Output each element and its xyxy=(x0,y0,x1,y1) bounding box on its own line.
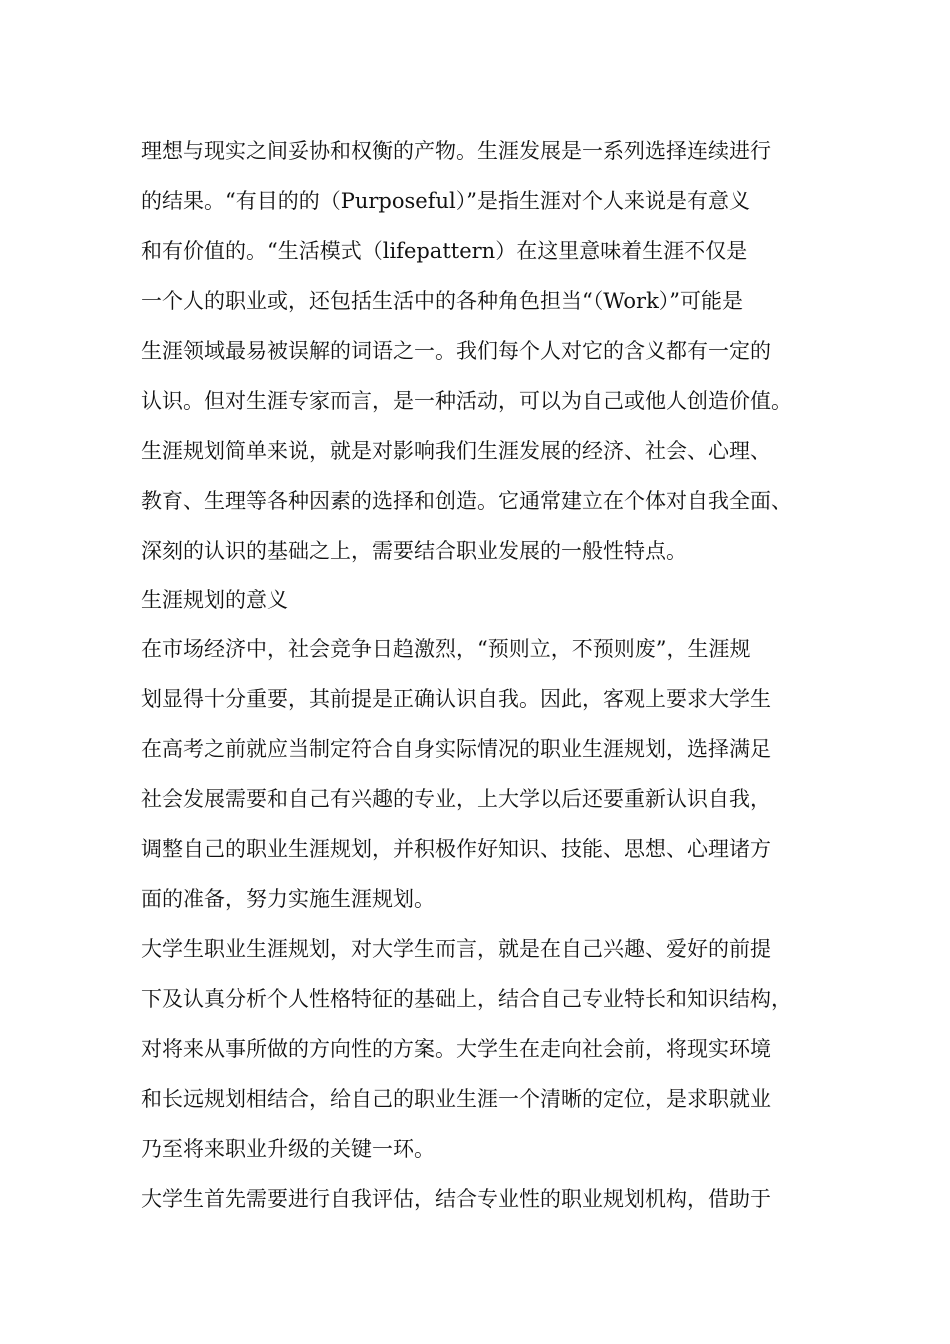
text-line-2: 的结果。“有目的的（Purposeful）”是指生涯对个人来说是有意义 xyxy=(141,189,750,213)
text-line-17: 大学生职业生涯规划，对大学生而言，就是在自己兴趣、爱好的前提 xyxy=(141,937,771,961)
text-line-14: 社会发展需要和自己有兴趣的专业，上大学以后还要重新认识自我， xyxy=(141,787,771,811)
text-line-18: 下及认真分析个人性格特征的基础上，结合自己专业特长和知识结构， xyxy=(141,987,792,1011)
text-line-22: 大学生首先需要进行自我评估，结合专业性的职业规划机构，借助于 xyxy=(141,1187,771,1211)
section-heading: 生涯规划的意义 xyxy=(141,588,288,612)
text-line-19: 对将来从事所做的方向性的方案。大学生在走向社会前，将现实环境 xyxy=(141,1037,771,1061)
text-line-15: 调整自己的职业生涯规划，并积极作好知识、技能、思想、心理诸方 xyxy=(141,837,771,861)
text-line-5: 生涯领域最易被误解的词语之一。我们每个人对它的含义都有一定的 xyxy=(141,339,771,363)
text-line-21: 乃至将来职业升级的关键一环。 xyxy=(141,1137,435,1161)
text-line-12: 划显得十分重要，其前提是正确认识自我。因此，客观上要求大学生 xyxy=(141,687,771,711)
text-line-13: 在高考之前就应当制定符合自身实际情况的职业生涯规划，选择满足 xyxy=(141,737,771,761)
text-line-4: 一个人的职业或，还包括生活中的各种角色担当“（Work）”可能是 xyxy=(141,289,744,313)
text-line-1: 理想与现实之间妥协和权衡的产物。生涯发展是一系列选择连续进行 xyxy=(141,139,771,163)
text-line-7: 生涯规划简单来说，就是对影响我们生涯发展的经济、社会、心理、 xyxy=(141,439,771,463)
text-line-11: 在市场经济中，社会竞争日趋激烈，“预则立，不预则废”，生涯规 xyxy=(141,637,751,661)
text-line-6: 认识。但对生涯专家而言，是一种活动，可以为自己或他人创造价值。 xyxy=(141,389,792,413)
text-line-3: 和有价值的。“生活模式（lifepattern）在这里意味着生涯不仅是 xyxy=(141,239,748,263)
text-line-16: 面的准备，努力实施生涯规划。 xyxy=(141,887,435,911)
text-line-20: 和长远规划相结合，给自己的职业生涯一个清晰的定位，是求职就业 xyxy=(141,1087,771,1111)
text-line-8: 教育、生理等各种因素的选择和创造。它通常建立在个体对自我全面、 xyxy=(141,489,792,513)
text-line-9: 深刻的认识的基础之上，需要结合职业发展的一般性特点。 xyxy=(141,539,687,563)
